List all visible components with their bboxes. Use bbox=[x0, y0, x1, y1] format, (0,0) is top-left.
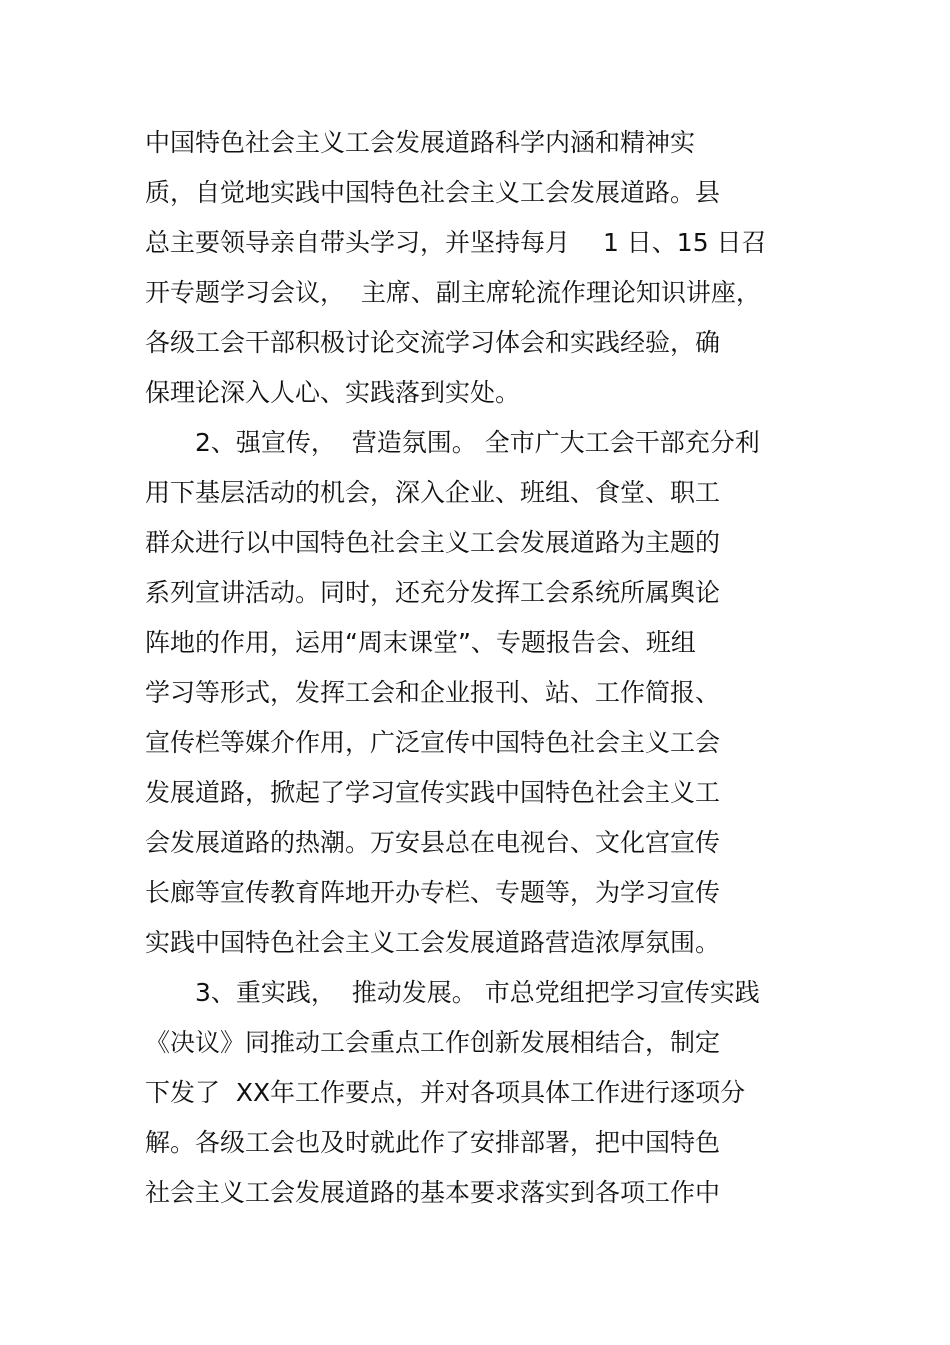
text-line-6: 保理论深入人心、实践落到实处。 bbox=[145, 378, 521, 407]
text-line-17: 实践中国特色社会主义工会发展道路营造浓厚氛围。 bbox=[145, 928, 721, 957]
text-line-19: 《决议》同推动工会重点工作创新发展相结合，制定 bbox=[145, 1028, 721, 1057]
text-line-11: 阵地的作用，运用“周末课堂”、专题报告会、班组 bbox=[145, 628, 696, 657]
text-line-5: 各级工会干部积极讨论交流学习体会和实践经验，确 bbox=[145, 328, 721, 357]
text-line-3: 总主要领导亲自带头学习，并坚持每月 1 日、15 日召 bbox=[145, 228, 767, 257]
text-line-13: 宣传栏等媒介作用，广泛宣传中国特色社会主义工会 bbox=[145, 728, 721, 757]
text-line-16: 长廊等宣传教育阵地开办专栏、专题等，为学习宣传 bbox=[145, 878, 721, 907]
text-line-18: 3、重实践， 推动发展。 市总党组把学习宣传实践 bbox=[145, 978, 760, 1007]
text-line-9: 群众进行以中国特色社会主义工会发展道路为主题的 bbox=[145, 528, 721, 557]
body-text bbox=[145, 118, 825, 1218]
text-line-8: 用下基层活动的机会，深入企业、班组、食堂、职工 bbox=[145, 478, 721, 507]
text-line-21: 解。各级工会也及时就此作了安排部署，把中国特色 bbox=[145, 1128, 721, 1157]
text-line-20: 下发了 XX年工作要点，并对各项具体工作进行逐项分 bbox=[145, 1078, 746, 1107]
text-line-10: 系列宣讲活动。同时，还充分发挥工会系统所属舆论 bbox=[145, 578, 721, 607]
text-line-22: 社会主义工会发展道路的基本要求落实到各项工作中 bbox=[145, 1178, 721, 1207]
text-line-12: 学习等形式，发挥工会和企业报刊、站、工作简报、 bbox=[145, 678, 721, 707]
text-line-14: 发展道路，掀起了学习宣传实践中国特色社会主义工 bbox=[145, 778, 721, 807]
text-line-15: 会发展道路的热潮。万安县总在电视台、文化宫宣传 bbox=[145, 828, 721, 857]
text-line-1: 中国特色社会主义工会发展道路科学内涵和精神实 bbox=[145, 128, 696, 157]
text-line-7: 2、强宣传， 营造氛围。 全市广大工会干部充分利 bbox=[145, 428, 760, 457]
text-line-2: 质，自觉地实践中国特色社会主义工会发展道路。县 bbox=[145, 178, 721, 207]
text-line-4: 开专题学习会议， 主席、副主席轮流作理论知识讲座， bbox=[145, 278, 761, 307]
